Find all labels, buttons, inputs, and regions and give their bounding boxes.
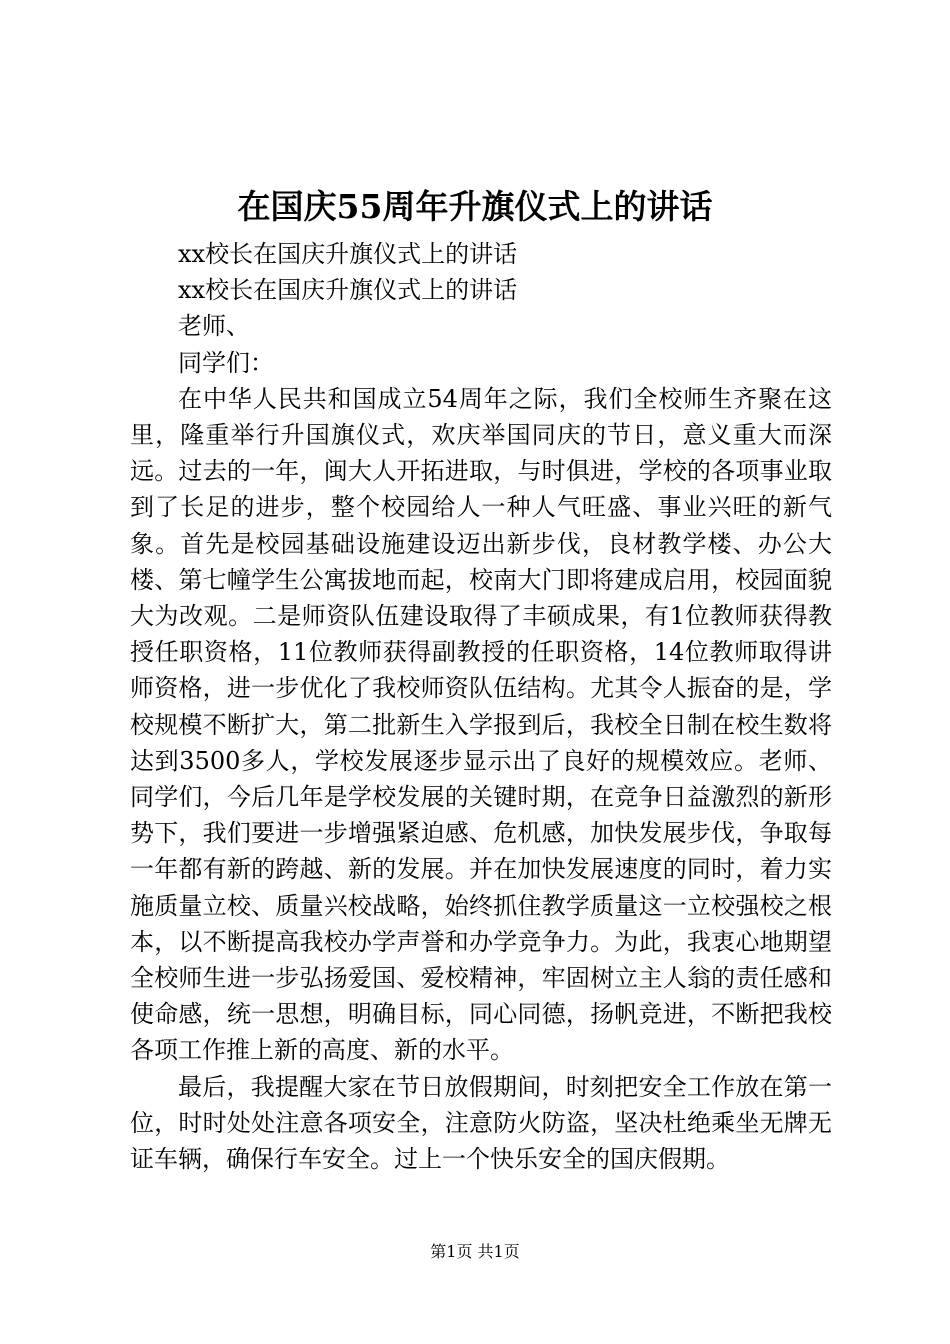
subtitle-line-2: xx校长在国庆升旗仪式上的讲话 (178, 276, 518, 305)
body-paragraph-2: 最后，我提醒大家在节日放假期间，时刻把安全工作放在第一位，时时处处注意各项安全，注意防火防盗，坚决杜绝乘坐无牌无证车辆，确保行车安全。过上一个快乐安全的国庆假期。 (130, 1072, 832, 1174)
subtitle-line-1: xx校长在国庆升旗仪式上的讲话 (178, 240, 518, 268)
document-body (130, 236, 832, 1177)
page-footer: 第1页 共1页 (430, 1242, 520, 1261)
document-title: 在国庆55周年升旗仪式上的讲话 (237, 187, 713, 226)
body-paragraph-1: 在中华人民共和国成立54周年之际，我们全校师生齐聚在这里，隆重举行升国旗仪式，欢庆举国同庆的节日，意义重大而深远。过去的一年，闽大人开拓进取，与时俱进，学校的各项事业取到了长足的进步，整个校园给人一种人气旺盛、事业兴旺的新气象。首先是校园基础设施建设迈出新步伐，良材教学楼、办公大楼、第七幢学生公寓拔地而起，校南大门即将建成启用，校园面貌大为改观。二是师资队伍建设取得了丰硕成果，有1位教师获得教授任职资格，11位教师获得副教授的任职资格，14位教师取得讲师资格，进一步优化了我校师资队伍结构。尤其令人振奋的是，学校规模不断扩大，第二批新生入学报到后，我校全日制在校生数将达到3500多人，学校发展逐步显示出了良好的规模效应。老师、同学们，今后几年是学校发展的关键时期，在竞争日益激烈的新形势下，我们要进一步增强紧迫感、危机感，加快发展步伐，争取每一年都有新的跨越、新的发展。并在加快发展速度的同时，着力实施质量立校、质量兴校战略，始终抓住教学质量这一立校强校之根本，以不断提高我校办学声誉和办学竞争力。为此，我衷心地期望全校师生进一步弘扬爱国、爱校精神，牢固树立主人翁的责任感和使命感，统一思想，明确目标，同心同德，扬帆竞进，不断把我校各项工作推上新的高度、新的水平。 (130, 384, 832, 1065)
salutation-students: 同学们： (178, 348, 274, 377)
salutation-teachers: 老师、 (178, 312, 250, 341)
